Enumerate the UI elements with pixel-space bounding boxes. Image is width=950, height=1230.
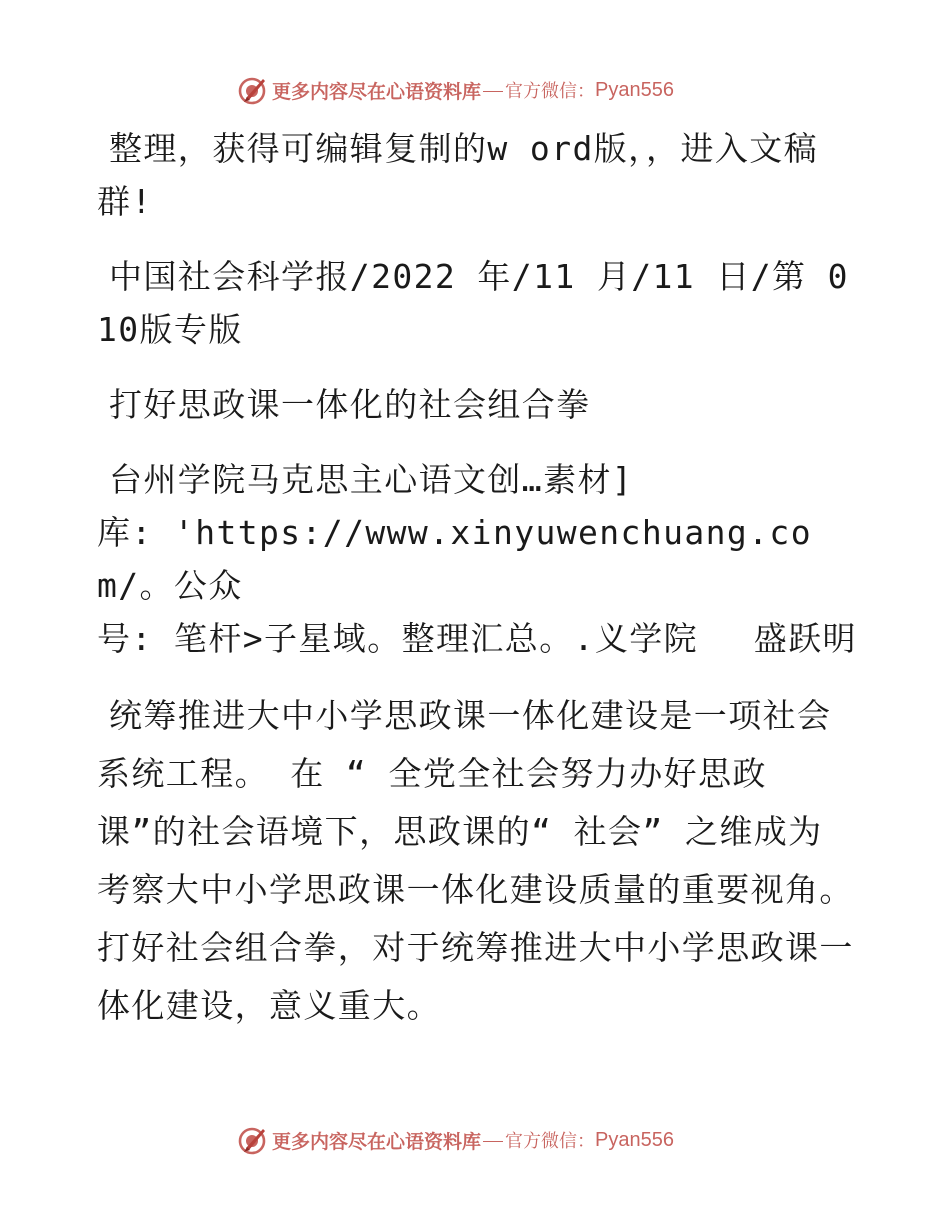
watermark-brand-text: 更多内容尽在心语资料库 <box>272 1130 482 1153</box>
intro-paragraph: 整理，获得可编辑复制的w ord版，，进入文稿群! <box>97 129 819 221</box>
body-paragraph <box>97 687 857 1035</box>
watermark-wechat-id: Pyan556 <box>595 1128 674 1151</box>
watermark-official-label: 官方微信： <box>505 1131 596 1152</box>
watermark-wechat-id: Pyan556 <box>595 78 674 101</box>
watermark-banner-top <box>236 73 674 107</box>
source-citation: 中国社会科学报/2022 年/11 月/11 日/第 010版专版 <box>97 257 849 349</box>
body-line: 考察大中小学思政课一体化建设质量的重要视角。 <box>97 870 854 909</box>
quill-pen-logo-icon <box>236 74 268 106</box>
body-line: 课”的社会语境下，思政课的“ 社会” 之维成为 <box>97 812 823 851</box>
author-line: 号: 笔杆>子星域。整理汇总。.义学院 盛跃明 <box>97 619 857 658</box>
watermark-banner-bottom <box>236 1123 674 1157</box>
article-title: 打好思政课一体化的社会组合拳 <box>109 385 591 424</box>
watermark-official-label: 官方微信： <box>505 81 596 102</box>
author-line: 台州学院马克思主心语文创…素材] <box>109 460 634 499</box>
author-line: 库: 'https://www.xinyuwenchuang.com/。公众 <box>97 513 812 605</box>
body-line: 统筹推进大中小学思政课一体化建设是一项社会 <box>109 696 832 735</box>
body-line: 体化建设，意义重大。 <box>97 986 441 1025</box>
watermark-separator <box>483 1141 503 1142</box>
watermark-separator <box>483 91 503 92</box>
body-line: 系统工程。 在 “ 全党全社会努力办好思政 <box>97 754 767 793</box>
document-body <box>97 122 857 1035</box>
watermark-brand-text: 更多内容尽在心语资料库 <box>272 80 482 103</box>
quill-pen-logo-icon <box>236 1124 268 1156</box>
body-line: 打好社会组合拳，对于统筹推进大中小学思政课一 <box>97 928 854 967</box>
author-paragraph <box>97 453 857 665</box>
